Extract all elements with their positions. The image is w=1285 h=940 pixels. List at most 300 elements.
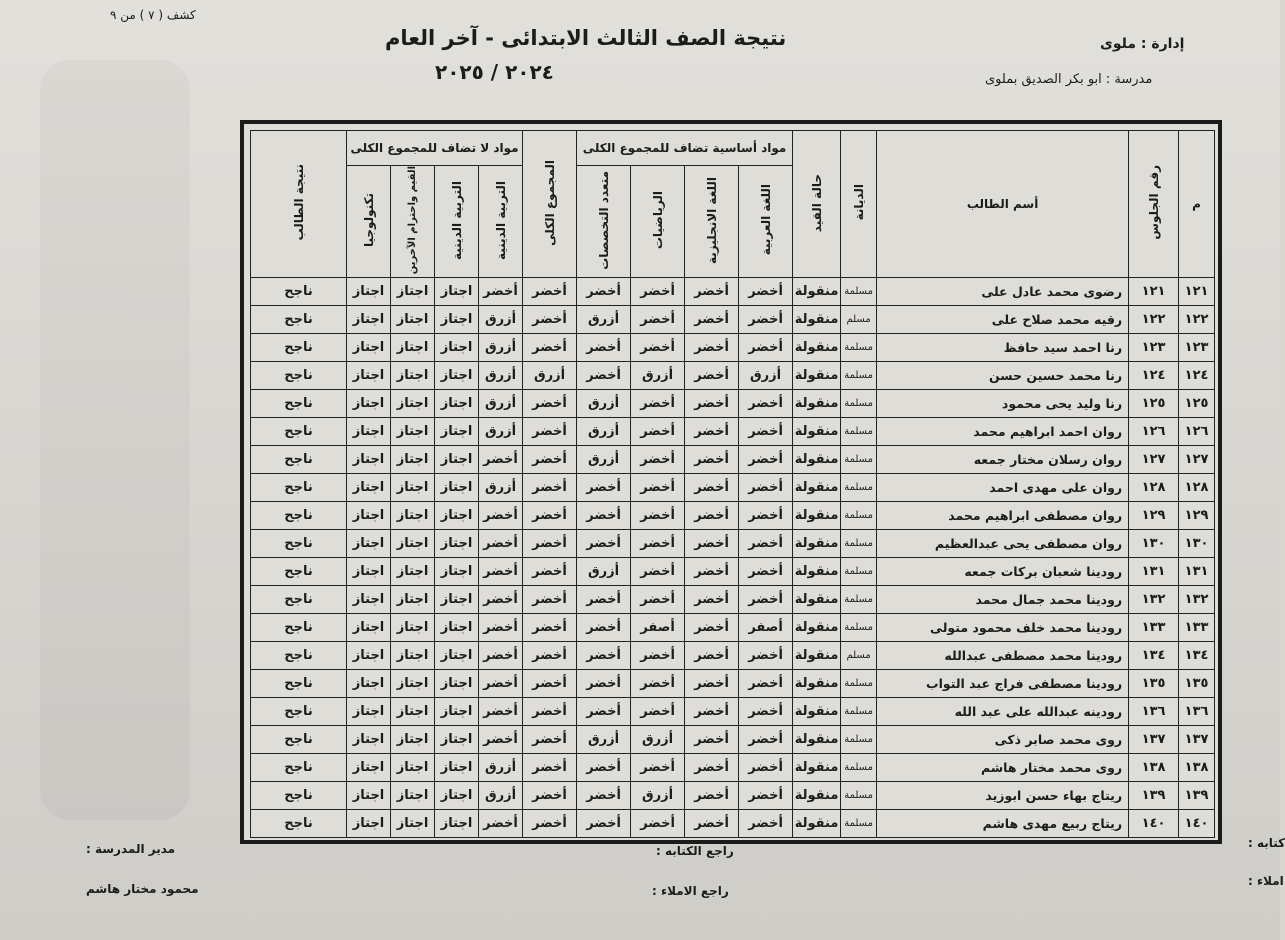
seat-number: ١٣٦	[1129, 698, 1179, 726]
religion-ed-grade: أخضر	[479, 642, 523, 670]
values-grade: اجتاز	[391, 726, 435, 754]
religion-cell: مسلمة	[841, 614, 877, 642]
table-row	[251, 726, 1215, 754]
multi-grade: أزرق	[577, 558, 631, 586]
status-cell: منقولة	[793, 390, 841, 418]
status-cell: منقولة	[793, 782, 841, 810]
seat-number: ١٢٨	[1129, 474, 1179, 502]
status-cell: منقولة	[793, 754, 841, 782]
total-grade: أخضر	[523, 334, 577, 362]
total-grade: أخضر	[523, 390, 577, 418]
math-grade: أخضر	[631, 474, 685, 502]
ict-grade: اجتاز	[347, 614, 391, 642]
row-number: ١٢١	[1179, 278, 1215, 306]
student-name: رودينا مصطفى فراج عبد التواب	[877, 670, 1129, 698]
arabic-grade: أزرق	[739, 362, 793, 390]
ict-grade: اجتاز	[347, 642, 391, 670]
arabic-grade: أخضر	[739, 502, 793, 530]
extra-subjects-group-header: مواد لا تضاف للمجموع الكلى	[347, 131, 523, 166]
col-name-header: أسم الطالب	[877, 131, 1129, 278]
table-row	[251, 306, 1215, 334]
status-cell: منقولة	[793, 530, 841, 558]
seat-number: ١٢٤	[1129, 362, 1179, 390]
status-cell: منقولة	[793, 362, 841, 390]
arabic-grade: أخضر	[739, 726, 793, 754]
student-name: رنا وليد يحى محمود	[877, 390, 1129, 418]
col-religion-ed-header: التربية الدينية	[479, 166, 523, 278]
seat-number: ١٣٧	[1129, 726, 1179, 754]
values-grade: اجتاز	[391, 670, 435, 698]
values-grade: اجتاز	[391, 474, 435, 502]
multi-grade: أخضر	[577, 642, 631, 670]
english-grade: أخضر	[685, 558, 739, 586]
multi-grade: أخضر	[577, 530, 631, 558]
table-row	[251, 418, 1215, 446]
total-grade: أخضر	[523, 306, 577, 334]
status-cell: منقولة	[793, 670, 841, 698]
status-cell: منقولة	[793, 586, 841, 614]
english-grade: أخضر	[685, 362, 739, 390]
table-row	[251, 502, 1215, 530]
result-cell: ناجح	[251, 726, 347, 754]
seat-number: ١٣٠	[1129, 530, 1179, 558]
english-grade: أخضر	[685, 474, 739, 502]
row-number: ١٢٨	[1179, 474, 1215, 502]
row-number: ١٢٩	[1179, 502, 1215, 530]
english-grade: أخضر	[685, 586, 739, 614]
row-number: ١٣٠	[1179, 530, 1215, 558]
multi-grade: أخضر	[577, 334, 631, 362]
values-grade: اجتاز	[391, 362, 435, 390]
ethics-grade: اجتاز	[435, 418, 479, 446]
col-math-header: الرياضيات	[631, 166, 685, 278]
ethics-grade: اجتاز	[435, 362, 479, 390]
seat-number: ١٢٧	[1129, 446, 1179, 474]
ict-grade: اجتاز	[347, 530, 391, 558]
multi-grade: أخضر	[577, 586, 631, 614]
result-cell: ناجح	[251, 530, 347, 558]
seat-number: ١٣٥	[1129, 670, 1179, 698]
total-grade: أخضر	[523, 558, 577, 586]
ethics-grade: اجتاز	[435, 614, 479, 642]
religion-ed-grade: أخضر	[479, 614, 523, 642]
ict-grade: اجتاز	[347, 726, 391, 754]
math-grade: أخضر	[631, 418, 685, 446]
ethics-grade: اجتاز	[435, 502, 479, 530]
student-name: رقيه محمد صلاح على	[877, 306, 1129, 334]
seat-number: ١٣٨	[1129, 754, 1179, 782]
student-name: رنا محمد حسين حسن	[877, 362, 1129, 390]
sheet-number: كشف ( ٧ ) من ٩	[110, 8, 196, 22]
core-subjects-group-header: مواد أساسية تضاف للمجموع الكلى	[577, 131, 793, 166]
ethics-grade: اجتاز	[435, 810, 479, 838]
table-row	[251, 614, 1215, 642]
arabic-grade: أخضر	[739, 418, 793, 446]
student-name: رودينا محمد مصطفى عبدالله	[877, 642, 1129, 670]
religion-ed-grade: أخضر	[479, 586, 523, 614]
ict-grade: اجتاز	[347, 278, 391, 306]
status-cell: منقولة	[793, 558, 841, 586]
arabic-grade: أخضر	[739, 586, 793, 614]
ethics-grade: اجتاز	[435, 390, 479, 418]
multi-grade: أخضر	[577, 278, 631, 306]
ethics-grade: اجتاز	[435, 726, 479, 754]
dictation-check-label: راجع الاملاء :	[652, 884, 729, 898]
total-grade: أخضر	[523, 586, 577, 614]
principal-name: محمود مختار هاشم	[86, 882, 199, 896]
result-cell: ناجح	[251, 614, 347, 642]
result-cell: ناجح	[251, 698, 347, 726]
col-result-header: نتيجة الطالب	[251, 131, 347, 278]
table-row	[251, 698, 1215, 726]
result-cell: ناجح	[251, 306, 347, 334]
multi-grade: أخضر	[577, 754, 631, 782]
total-grade: أخضر	[523, 530, 577, 558]
status-cell: منقولة	[793, 334, 841, 362]
result-cell: ناجح	[251, 362, 347, 390]
table-row	[251, 334, 1215, 362]
multi-grade: أزرق	[577, 726, 631, 754]
row-number: ١٤٠	[1179, 810, 1215, 838]
col-multi-header: متعدد التخصصات	[577, 166, 631, 278]
row-number: ١٢٤	[1179, 362, 1215, 390]
ict-grade: اجتاز	[347, 754, 391, 782]
ict-grade: اجتاز	[347, 698, 391, 726]
religion-ed-grade: أزرق	[479, 334, 523, 362]
col-status-header: حالة القيد	[793, 131, 841, 278]
table-row	[251, 446, 1215, 474]
multi-grade: أخضر	[577, 502, 631, 530]
religion-cell: مسلمة	[841, 334, 877, 362]
religion-cell: مسلمة	[841, 670, 877, 698]
edge-dictation-label: املاء :	[1248, 874, 1284, 888]
values-grade: اجتاز	[391, 642, 435, 670]
values-grade: اجتاز	[391, 586, 435, 614]
values-grade: اجتاز	[391, 418, 435, 446]
ict-grade: اجتاز	[347, 390, 391, 418]
table-row	[251, 390, 1215, 418]
col-values-header: القيم واحترام الآخرين	[391, 166, 435, 278]
results-frame	[240, 120, 1222, 844]
religion-cell: مسلمة	[841, 810, 877, 838]
english-grade: أخضر	[685, 726, 739, 754]
result-cell: ناجح	[251, 446, 347, 474]
student-name: رودينا شعبان بركات جمعه	[877, 558, 1129, 586]
religion-cell: مسلمة	[841, 474, 877, 502]
result-cell: ناجح	[251, 586, 347, 614]
religion-cell: مسلمة	[841, 782, 877, 810]
status-cell: منقولة	[793, 726, 841, 754]
religion-cell: مسلمة	[841, 418, 877, 446]
result-cell: ناجح	[251, 810, 347, 838]
values-grade: اجتاز	[391, 698, 435, 726]
religion-ed-grade: أزرق	[479, 418, 523, 446]
multi-grade: أزرق	[577, 418, 631, 446]
math-grade: أخضر	[631, 698, 685, 726]
religion-cell: مسلمة	[841, 362, 877, 390]
values-grade: اجتاز	[391, 782, 435, 810]
values-grade: اجتاز	[391, 502, 435, 530]
table-row	[251, 530, 1215, 558]
religion-ed-grade: أخضر	[479, 726, 523, 754]
ict-grade: اجتاز	[347, 446, 391, 474]
student-name: روى محمد صابر ذكى	[877, 726, 1129, 754]
religion-ed-grade: أزرق	[479, 306, 523, 334]
religion-ed-grade: أزرق	[479, 754, 523, 782]
religion-cell: مسلم	[841, 642, 877, 670]
results-table	[250, 130, 1215, 838]
row-number: ١٣١	[1179, 558, 1215, 586]
english-grade: أخضر	[685, 614, 739, 642]
english-grade: أخضر	[685, 278, 739, 306]
arabic-grade: أخضر	[739, 754, 793, 782]
col-religion-header: الديانة	[841, 131, 877, 278]
math-grade: أخضر	[631, 754, 685, 782]
row-number: ١٢٢	[1179, 306, 1215, 334]
status-cell: منقولة	[793, 810, 841, 838]
math-grade: أخضر	[631, 446, 685, 474]
result-cell: ناجح	[251, 558, 347, 586]
arabic-grade: أخضر	[739, 642, 793, 670]
ethics-grade: اجتاز	[435, 754, 479, 782]
math-grade: أخضر	[631, 558, 685, 586]
ethics-grade: اجتاز	[435, 278, 479, 306]
religion-ed-grade: أزرق	[479, 390, 523, 418]
arabic-grade: أخضر	[739, 782, 793, 810]
english-grade: أخضر	[685, 306, 739, 334]
seat-number: ١٢٩	[1129, 502, 1179, 530]
religion-cell: مسلمة	[841, 698, 877, 726]
arabic-grade: أخضر	[739, 698, 793, 726]
english-grade: أخضر	[685, 670, 739, 698]
multi-grade: أخضر	[577, 782, 631, 810]
row-number: ١٣٢	[1179, 586, 1215, 614]
student-name: روان على مهدى احمد	[877, 474, 1129, 502]
total-grade: أخضر	[523, 698, 577, 726]
religion-ed-grade: أخضر	[479, 558, 523, 586]
status-cell: منقولة	[793, 278, 841, 306]
ethics-grade: اجتاز	[435, 306, 479, 334]
status-cell: منقولة	[793, 642, 841, 670]
english-grade: أخضر	[685, 782, 739, 810]
col-m-header: م	[1179, 131, 1215, 278]
seat-number: ١٢٢	[1129, 306, 1179, 334]
row-number: ١٢٦	[1179, 418, 1215, 446]
seat-number: ١٤٠	[1129, 810, 1179, 838]
row-number: ١٣٩	[1179, 782, 1215, 810]
page-title: نتيجة الصف الثالث الابتدائى - آخر العام	[385, 26, 787, 50]
religion-ed-grade: أزرق	[479, 362, 523, 390]
result-cell: ناجح	[251, 754, 347, 782]
ethics-grade: اجتاز	[435, 586, 479, 614]
total-grade: أخضر	[523, 614, 577, 642]
seat-number: ١٣٩	[1129, 782, 1179, 810]
seat-number: ١٣٢	[1129, 586, 1179, 614]
arabic-grade: أخضر	[739, 278, 793, 306]
ict-grade: اجتاز	[347, 418, 391, 446]
result-cell: ناجح	[251, 502, 347, 530]
multi-grade: أخضر	[577, 670, 631, 698]
status-cell: منقولة	[793, 474, 841, 502]
student-name: رودينا محمد جمال محمد	[877, 586, 1129, 614]
values-grade: اجتاز	[391, 754, 435, 782]
math-grade: أخضر	[631, 334, 685, 362]
table-row	[251, 278, 1215, 306]
arabic-grade: أخضر	[739, 530, 793, 558]
status-cell: منقولة	[793, 698, 841, 726]
multi-grade: أزرق	[577, 446, 631, 474]
ict-grade: اجتاز	[347, 474, 391, 502]
multi-grade: أخضر	[577, 614, 631, 642]
student-name: ريتاج ربيع مهدى هاشم	[877, 810, 1129, 838]
total-grade: أخضر	[523, 754, 577, 782]
multi-grade: أخضر	[577, 810, 631, 838]
ict-grade: اجتاز	[347, 586, 391, 614]
religion-ed-grade: أخضر	[479, 810, 523, 838]
math-grade: أخضر	[631, 670, 685, 698]
religion-ed-grade: أخضر	[479, 446, 523, 474]
multi-grade: أخضر	[577, 474, 631, 502]
total-grade: أخضر	[523, 446, 577, 474]
table-row	[251, 754, 1215, 782]
math-grade: أخضر	[631, 306, 685, 334]
results-body	[251, 278, 1215, 838]
values-grade: اجتاز	[391, 614, 435, 642]
religion-cell: مسلمة	[841, 726, 877, 754]
arabic-grade: أخضر	[739, 810, 793, 838]
table-row	[251, 474, 1215, 502]
result-cell: ناجح	[251, 390, 347, 418]
religion-ed-grade: أخضر	[479, 502, 523, 530]
arabic-grade: أخضر	[739, 558, 793, 586]
student-name: روى محمد مختار هاشم	[877, 754, 1129, 782]
row-number: ١٣٨	[1179, 754, 1215, 782]
table-row	[251, 558, 1215, 586]
total-grade: أخضر	[523, 474, 577, 502]
religion-cell: مسلمة	[841, 586, 877, 614]
religion-cell: مسلمة	[841, 502, 877, 530]
math-grade: أزرق	[631, 782, 685, 810]
row-number: ١٢٥	[1179, 390, 1215, 418]
ethics-grade: اجتاز	[435, 334, 479, 362]
total-grade: أزرق	[523, 362, 577, 390]
result-cell: ناجح	[251, 474, 347, 502]
religion-cell: مسلمة	[841, 754, 877, 782]
total-grade: أخضر	[523, 726, 577, 754]
page-shadow	[40, 60, 190, 820]
student-name: روان احمد ابراهيم محمد	[877, 418, 1129, 446]
ict-grade: اجتاز	[347, 334, 391, 362]
ethics-grade: اجتاز	[435, 642, 479, 670]
table-row	[251, 642, 1215, 670]
english-grade: أخضر	[685, 334, 739, 362]
ethics-grade: اجتاز	[435, 698, 479, 726]
result-cell: ناجح	[251, 418, 347, 446]
ict-grade: اجتاز	[347, 670, 391, 698]
ethics-grade: اجتاز	[435, 670, 479, 698]
english-grade: أخضر	[685, 810, 739, 838]
total-grade: أخضر	[523, 418, 577, 446]
multi-grade: أزرق	[577, 306, 631, 334]
total-grade: أخضر	[523, 502, 577, 530]
arabic-grade: أخضر	[739, 446, 793, 474]
col-ethics-header: التربية الدينية	[435, 166, 479, 278]
ict-grade: اجتاز	[347, 362, 391, 390]
religion-ed-grade: أخضر	[479, 530, 523, 558]
student-name: رنا احمد سيد حافظ	[877, 334, 1129, 362]
ict-grade: اجتاز	[347, 810, 391, 838]
math-grade: أصفر	[631, 614, 685, 642]
english-grade: أخضر	[685, 698, 739, 726]
values-grade: اجتاز	[391, 810, 435, 838]
ict-grade: اجتاز	[347, 502, 391, 530]
arabic-grade: أخضر	[739, 390, 793, 418]
ict-grade: اجتاز	[347, 782, 391, 810]
seat-number: ١٢٦	[1129, 418, 1179, 446]
ethics-grade: اجتاز	[435, 530, 479, 558]
status-cell: منقولة	[793, 306, 841, 334]
status-cell: منقولة	[793, 614, 841, 642]
table-row	[251, 782, 1215, 810]
principal-label: مدير المدرسة :	[86, 842, 176, 856]
table-row	[251, 362, 1215, 390]
math-grade: أخضر	[631, 810, 685, 838]
col-english-header: اللغة الانجليزية	[685, 166, 739, 278]
values-grade: اجتاز	[391, 530, 435, 558]
result-cell: ناجح	[251, 642, 347, 670]
seat-number: ١٢٥	[1129, 390, 1179, 418]
student-name: رضوى محمد عادل على	[877, 278, 1129, 306]
col-ict-header: تكنولوجيا	[347, 166, 391, 278]
ict-grade: اجتاز	[347, 306, 391, 334]
result-cell: ناجح	[251, 670, 347, 698]
seat-number: ١٣١	[1129, 558, 1179, 586]
english-grade: أخضر	[685, 446, 739, 474]
english-grade: أخضر	[685, 530, 739, 558]
religion-ed-grade: أخضر	[479, 278, 523, 306]
ethics-grade: اجتاز	[435, 474, 479, 502]
col-seat-header: رقم الجلوس	[1129, 131, 1179, 278]
row-number: ١٣٣	[1179, 614, 1215, 642]
administration-label: إدارة : ملوى	[1100, 36, 1185, 52]
result-cell: ناجح	[251, 278, 347, 306]
religion-cell: مسلمة	[841, 558, 877, 586]
seat-number: ١٢١	[1129, 278, 1179, 306]
col-total-header: المجموع الكلى	[523, 131, 577, 278]
ethics-grade: اجتاز	[435, 446, 479, 474]
total-grade: أخضر	[523, 810, 577, 838]
edge-writing-label: كتابه :	[1248, 836, 1285, 850]
values-grade: اجتاز	[391, 278, 435, 306]
religion-cell: مسلمة	[841, 446, 877, 474]
arabic-grade: أخضر	[739, 670, 793, 698]
religion-cell: مسلمة	[841, 390, 877, 418]
writing-check-label: راجع الكتابه :	[656, 844, 734, 858]
religion-ed-grade: أزرق	[479, 474, 523, 502]
ethics-grade: اجتاز	[435, 558, 479, 586]
english-grade: أخضر	[685, 754, 739, 782]
math-grade: أخضر	[631, 502, 685, 530]
academic-year: ٢٠٢٤ / ٢٠٢٥	[435, 60, 554, 84]
values-grade: اجتاز	[391, 334, 435, 362]
row-number: ١٢٧	[1179, 446, 1215, 474]
math-grade: أخضر	[631, 390, 685, 418]
english-grade: أخضر	[685, 418, 739, 446]
ethics-grade: اجتاز	[435, 782, 479, 810]
arabic-grade: أخضر	[739, 334, 793, 362]
result-cell: ناجح	[251, 334, 347, 362]
table-row	[251, 810, 1215, 838]
